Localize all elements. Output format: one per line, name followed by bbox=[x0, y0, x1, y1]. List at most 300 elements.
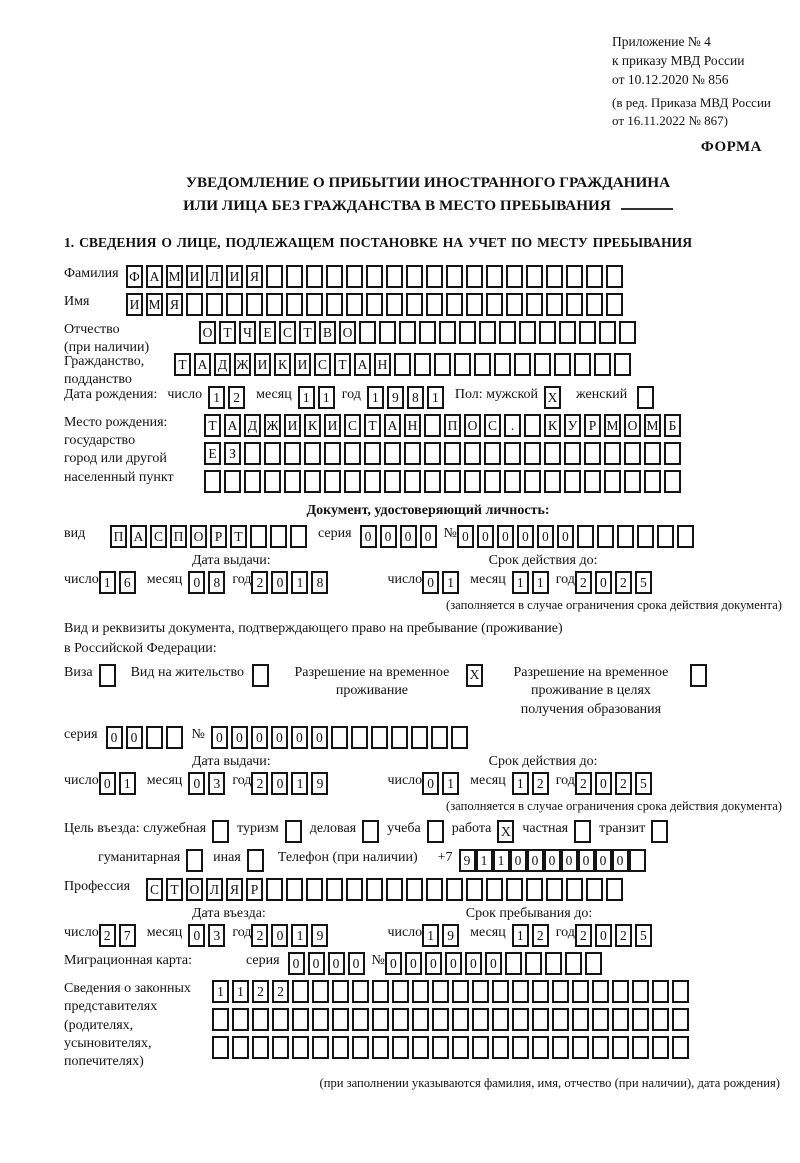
char-cell[interactable] bbox=[384, 470, 401, 493]
char-cell[interactable] bbox=[270, 525, 287, 548]
char-cell[interactable]: Н bbox=[374, 353, 391, 376]
char-cell[interactable]: 0 bbox=[385, 952, 402, 975]
stay-day-input[interactable] bbox=[422, 924, 462, 947]
char-cell[interactable] bbox=[406, 878, 423, 901]
char-cell[interactable] bbox=[426, 878, 443, 901]
char-cell[interactable] bbox=[186, 293, 203, 316]
char-cell[interactable]: 2 bbox=[251, 571, 268, 594]
char-cell[interactable]: 9 bbox=[459, 849, 476, 872]
char-cell[interactable]: 0 bbox=[380, 525, 397, 548]
gender-male-checkbox[interactable]: X bbox=[544, 386, 561, 409]
char-cell[interactable]: 0 bbox=[126, 726, 143, 749]
char-cell[interactable] bbox=[232, 1008, 249, 1031]
permit-number-input[interactable] bbox=[211, 726, 471, 749]
char-cell[interactable] bbox=[244, 470, 261, 493]
char-cell[interactable] bbox=[604, 442, 621, 465]
char-cell[interactable]: 1 bbox=[208, 386, 225, 409]
char-cell[interactable] bbox=[484, 470, 501, 493]
char-cell[interactable]: Е bbox=[204, 442, 221, 465]
char-cell[interactable] bbox=[586, 293, 603, 316]
id-issue-year-input[interactable] bbox=[251, 571, 331, 594]
char-cell[interactable] bbox=[566, 265, 583, 288]
char-cell[interactable]: 2 bbox=[252, 980, 269, 1003]
char-cell[interactable]: 0 bbox=[288, 952, 305, 975]
char-cell[interactable] bbox=[286, 293, 303, 316]
char-cell[interactable] bbox=[446, 293, 463, 316]
char-cell[interactable]: 5 bbox=[635, 571, 652, 594]
char-cell[interactable] bbox=[572, 1036, 589, 1059]
char-cell[interactable] bbox=[424, 442, 441, 465]
purpose-tourism-checkbox[interactable] bbox=[285, 820, 302, 843]
char-cell[interactable] bbox=[424, 414, 441, 437]
id-valid-month-input[interactable] bbox=[512, 571, 552, 594]
char-cell[interactable]: О bbox=[464, 414, 481, 437]
char-cell[interactable] bbox=[624, 470, 641, 493]
char-cell[interactable] bbox=[352, 1036, 369, 1059]
char-cell[interactable] bbox=[532, 1036, 549, 1059]
char-cell[interactable] bbox=[592, 1036, 609, 1059]
char-cell[interactable] bbox=[384, 442, 401, 465]
char-cell[interactable] bbox=[312, 1008, 329, 1031]
char-cell[interactable]: Т bbox=[230, 525, 247, 548]
char-cell[interactable]: 1 bbox=[298, 386, 315, 409]
char-cell[interactable]: 8 bbox=[311, 571, 328, 594]
char-cell[interactable]: О bbox=[624, 414, 641, 437]
char-cell[interactable] bbox=[411, 726, 428, 749]
char-cell[interactable]: 2 bbox=[251, 772, 268, 795]
patronymic-input[interactable] bbox=[199, 321, 639, 344]
char-cell[interactable]: 0 bbox=[188, 772, 205, 795]
char-cell[interactable]: И bbox=[294, 353, 311, 376]
char-cell[interactable] bbox=[284, 470, 301, 493]
char-cell[interactable] bbox=[332, 980, 349, 1003]
char-cell[interactable] bbox=[344, 442, 361, 465]
char-cell[interactable]: О bbox=[190, 525, 207, 548]
char-cell[interactable]: 2 bbox=[615, 772, 632, 795]
surname-input[interactable] bbox=[126, 265, 626, 288]
char-cell[interactable]: П bbox=[444, 414, 461, 437]
char-cell[interactable] bbox=[446, 265, 463, 288]
char-cell[interactable] bbox=[146, 726, 163, 749]
char-cell[interactable] bbox=[466, 293, 483, 316]
migcard-series-input[interactable] bbox=[288, 952, 368, 975]
char-cell[interactable]: А bbox=[384, 414, 401, 437]
char-cell[interactable] bbox=[472, 980, 489, 1003]
char-cell[interactable]: 0 bbox=[612, 849, 629, 872]
char-cell[interactable] bbox=[372, 1036, 389, 1059]
permit-valid-year-input[interactable] bbox=[575, 772, 655, 795]
char-cell[interactable] bbox=[412, 1008, 429, 1031]
char-cell[interactable] bbox=[250, 525, 267, 548]
char-cell[interactable]: 0 bbox=[271, 726, 288, 749]
char-cell[interactable]: 1 bbox=[318, 386, 335, 409]
representatives-input-row2[interactable] bbox=[212, 1008, 692, 1031]
char-cell[interactable] bbox=[506, 293, 523, 316]
char-cell[interactable]: 0 bbox=[457, 525, 474, 548]
char-cell[interactable]: Е bbox=[259, 321, 276, 344]
char-cell[interactable] bbox=[406, 265, 423, 288]
char-cell[interactable] bbox=[584, 470, 601, 493]
char-cell[interactable] bbox=[292, 1036, 309, 1059]
char-cell[interactable]: 2 bbox=[615, 924, 632, 947]
char-cell[interactable] bbox=[252, 1036, 269, 1059]
char-cell[interactable]: Т bbox=[204, 414, 221, 437]
char-cell[interactable]: А bbox=[194, 353, 211, 376]
char-cell[interactable]: 0 bbox=[405, 952, 422, 975]
char-cell[interactable] bbox=[512, 1036, 529, 1059]
char-cell[interactable]: Ж bbox=[234, 353, 251, 376]
char-cell[interactable]: 0 bbox=[595, 849, 612, 872]
char-cell[interactable] bbox=[514, 353, 531, 376]
char-cell[interactable] bbox=[304, 470, 321, 493]
char-cell[interactable]: М bbox=[644, 414, 661, 437]
char-cell[interactable]: 0 bbox=[422, 772, 439, 795]
char-cell[interactable]: О bbox=[199, 321, 216, 344]
char-cell[interactable]: М bbox=[146, 293, 163, 316]
char-cell[interactable]: И bbox=[126, 293, 143, 316]
char-cell[interactable] bbox=[424, 470, 441, 493]
char-cell[interactable] bbox=[359, 321, 376, 344]
stay-month-input[interactable] bbox=[512, 924, 552, 947]
char-cell[interactable] bbox=[472, 1036, 489, 1059]
char-cell[interactable]: 0 bbox=[188, 571, 205, 594]
char-cell[interactable] bbox=[452, 1036, 469, 1059]
char-cell[interactable] bbox=[592, 980, 609, 1003]
char-cell[interactable] bbox=[439, 321, 456, 344]
doc-series-input[interactable] bbox=[360, 525, 440, 548]
char-cell[interactable] bbox=[372, 1008, 389, 1031]
char-cell[interactable]: 0 bbox=[561, 849, 578, 872]
char-cell[interactable] bbox=[572, 980, 589, 1003]
char-cell[interactable] bbox=[524, 414, 541, 437]
char-cell[interactable] bbox=[284, 442, 301, 465]
char-cell[interactable] bbox=[419, 321, 436, 344]
stay-year-input[interactable] bbox=[575, 924, 655, 947]
char-cell[interactable] bbox=[484, 442, 501, 465]
char-cell[interactable]: 0 bbox=[527, 849, 544, 872]
char-cell[interactable]: 2 bbox=[272, 980, 289, 1003]
char-cell[interactable] bbox=[426, 293, 443, 316]
char-cell[interactable]: 2 bbox=[575, 772, 592, 795]
purpose-work-checkbox[interactable]: X bbox=[497, 820, 514, 843]
char-cell[interactable]: 5 bbox=[635, 924, 652, 947]
char-cell[interactable] bbox=[244, 442, 261, 465]
char-cell[interactable] bbox=[632, 1008, 649, 1031]
char-cell[interactable]: 0 bbox=[271, 772, 288, 795]
char-cell[interactable]: Н bbox=[404, 414, 421, 437]
char-cell[interactable] bbox=[564, 470, 581, 493]
char-cell[interactable] bbox=[364, 470, 381, 493]
char-cell[interactable] bbox=[585, 952, 602, 975]
char-cell[interactable] bbox=[526, 265, 543, 288]
char-cell[interactable] bbox=[226, 293, 243, 316]
char-cell[interactable] bbox=[452, 1008, 469, 1031]
char-cell[interactable]: Ч bbox=[239, 321, 256, 344]
char-cell[interactable] bbox=[444, 470, 461, 493]
char-cell[interactable]: 1 bbox=[291, 571, 308, 594]
char-cell[interactable]: Т bbox=[364, 414, 381, 437]
char-cell[interactable]: 0 bbox=[348, 952, 365, 975]
char-cell[interactable] bbox=[619, 321, 636, 344]
char-cell[interactable] bbox=[552, 1036, 569, 1059]
birth-day-input[interactable] bbox=[208, 386, 248, 409]
char-cell[interactable] bbox=[586, 878, 603, 901]
permit-issue-year-input[interactable] bbox=[251, 772, 331, 795]
char-cell[interactable]: 0 bbox=[188, 924, 205, 947]
char-cell[interactable]: 1 bbox=[532, 571, 549, 594]
representatives-input-row1[interactable] bbox=[212, 980, 692, 1003]
char-cell[interactable] bbox=[637, 525, 654, 548]
char-cell[interactable] bbox=[312, 1036, 329, 1059]
char-cell[interactable]: 0 bbox=[497, 525, 514, 548]
char-cell[interactable] bbox=[652, 980, 669, 1003]
char-cell[interactable]: 0 bbox=[311, 726, 328, 749]
id-issue-day-input[interactable] bbox=[99, 571, 139, 594]
char-cell[interactable] bbox=[546, 265, 563, 288]
permit-valid-month-input[interactable] bbox=[512, 772, 552, 795]
char-cell[interactable] bbox=[434, 353, 451, 376]
char-cell[interactable] bbox=[504, 470, 521, 493]
char-cell[interactable] bbox=[266, 265, 283, 288]
char-cell[interactable] bbox=[379, 321, 396, 344]
char-cell[interactable] bbox=[304, 442, 321, 465]
char-cell[interactable] bbox=[644, 442, 661, 465]
char-cell[interactable] bbox=[672, 1008, 689, 1031]
char-cell[interactable] bbox=[352, 1008, 369, 1031]
char-cell[interactable] bbox=[446, 878, 463, 901]
char-cell[interactable]: 1 bbox=[512, 924, 529, 947]
char-cell[interactable] bbox=[606, 878, 623, 901]
char-cell[interactable] bbox=[272, 1036, 289, 1059]
char-cell[interactable]: С bbox=[146, 878, 163, 901]
char-cell[interactable] bbox=[525, 952, 542, 975]
char-cell[interactable] bbox=[546, 293, 563, 316]
char-cell[interactable] bbox=[212, 1008, 229, 1031]
char-cell[interactable]: Т bbox=[299, 321, 316, 344]
entry-month-input[interactable] bbox=[188, 924, 228, 947]
char-cell[interactable]: М bbox=[604, 414, 621, 437]
char-cell[interactable] bbox=[652, 1008, 669, 1031]
char-cell[interactable] bbox=[657, 525, 674, 548]
temp-residence-education-checkbox[interactable] bbox=[690, 664, 707, 687]
char-cell[interactable]: Л bbox=[206, 878, 223, 901]
char-cell[interactable] bbox=[306, 293, 323, 316]
char-cell[interactable] bbox=[432, 980, 449, 1003]
char-cell[interactable]: 0 bbox=[328, 952, 345, 975]
char-cell[interactable] bbox=[386, 878, 403, 901]
char-cell[interactable]: Я bbox=[166, 293, 183, 316]
char-cell[interactable] bbox=[599, 321, 616, 344]
char-cell[interactable]: С bbox=[279, 321, 296, 344]
char-cell[interactable] bbox=[324, 442, 341, 465]
char-cell[interactable]: 8 bbox=[208, 571, 225, 594]
char-cell[interactable]: С bbox=[344, 414, 361, 437]
char-cell[interactable]: Т bbox=[166, 878, 183, 901]
visa-checkbox[interactable] bbox=[99, 664, 116, 687]
char-cell[interactable]: 0 bbox=[477, 525, 494, 548]
char-cell[interactable]: 0 bbox=[360, 525, 377, 548]
char-cell[interactable]: Ф bbox=[126, 265, 143, 288]
char-cell[interactable] bbox=[306, 878, 323, 901]
char-cell[interactable]: 1 bbox=[442, 772, 459, 795]
char-cell[interactable]: К bbox=[544, 414, 561, 437]
char-cell[interactable] bbox=[312, 980, 329, 1003]
char-cell[interactable]: А bbox=[130, 525, 147, 548]
migcard-number-input[interactable] bbox=[385, 952, 605, 975]
char-cell[interactable] bbox=[492, 1008, 509, 1031]
char-cell[interactable]: 0 bbox=[510, 849, 527, 872]
char-cell[interactable]: П bbox=[110, 525, 127, 548]
char-cell[interactable] bbox=[326, 265, 343, 288]
char-cell[interactable] bbox=[372, 980, 389, 1003]
char-cell[interactable] bbox=[204, 470, 221, 493]
char-cell[interactable]: Р bbox=[584, 414, 601, 437]
char-cell[interactable] bbox=[564, 442, 581, 465]
char-cell[interactable] bbox=[166, 726, 183, 749]
char-cell[interactable] bbox=[290, 525, 307, 548]
char-cell[interactable]: И bbox=[284, 414, 301, 437]
char-cell[interactable] bbox=[452, 980, 469, 1003]
char-cell[interactable] bbox=[224, 470, 241, 493]
char-cell[interactable] bbox=[212, 1036, 229, 1059]
char-cell[interactable] bbox=[386, 265, 403, 288]
char-cell[interactable]: К bbox=[304, 414, 321, 437]
char-cell[interactable] bbox=[672, 980, 689, 1003]
char-cell[interactable]: С bbox=[484, 414, 501, 437]
char-cell[interactable]: 0 bbox=[271, 924, 288, 947]
char-cell[interactable]: 0 bbox=[422, 571, 439, 594]
char-cell[interactable]: 2 bbox=[575, 924, 592, 947]
char-cell[interactable]: Я bbox=[226, 878, 243, 901]
char-cell[interactable] bbox=[472, 1008, 489, 1031]
char-cell[interactable] bbox=[524, 442, 541, 465]
char-cell[interactable] bbox=[266, 293, 283, 316]
birthplace-input-row2[interactable] bbox=[204, 442, 684, 465]
id-valid-year-input[interactable] bbox=[575, 571, 655, 594]
char-cell[interactable] bbox=[584, 442, 601, 465]
char-cell[interactable] bbox=[606, 293, 623, 316]
char-cell[interactable]: 2 bbox=[615, 571, 632, 594]
char-cell[interactable] bbox=[346, 293, 363, 316]
char-cell[interactable]: О bbox=[186, 878, 203, 901]
char-cell[interactable] bbox=[272, 1008, 289, 1031]
permit-series-input[interactable] bbox=[106, 726, 186, 749]
char-cell[interactable]: А bbox=[224, 414, 241, 437]
char-cell[interactable] bbox=[632, 980, 649, 1003]
char-cell[interactable] bbox=[386, 293, 403, 316]
char-cell[interactable]: И bbox=[186, 265, 203, 288]
char-cell[interactable]: М bbox=[166, 265, 183, 288]
char-cell[interactable] bbox=[526, 878, 543, 901]
given-name-input[interactable] bbox=[126, 293, 626, 316]
char-cell[interactable] bbox=[612, 1008, 629, 1031]
id-valid-day-input[interactable] bbox=[422, 571, 462, 594]
char-cell[interactable]: И bbox=[254, 353, 271, 376]
char-cell[interactable] bbox=[306, 265, 323, 288]
char-cell[interactable] bbox=[664, 470, 681, 493]
char-cell[interactable]: 1 bbox=[427, 386, 444, 409]
char-cell[interactable]: П bbox=[170, 525, 187, 548]
char-cell[interactable] bbox=[572, 1008, 589, 1031]
char-cell[interactable] bbox=[426, 265, 443, 288]
char-cell[interactable] bbox=[464, 470, 481, 493]
char-cell[interactable] bbox=[286, 878, 303, 901]
char-cell[interactable] bbox=[352, 980, 369, 1003]
char-cell[interactable]: 0 bbox=[420, 525, 437, 548]
char-cell[interactable]: Р bbox=[210, 525, 227, 548]
permit-valid-day-input[interactable] bbox=[422, 772, 462, 795]
char-cell[interactable] bbox=[406, 293, 423, 316]
char-cell[interactable]: 1 bbox=[442, 571, 459, 594]
char-cell[interactable]: 9 bbox=[311, 772, 328, 795]
char-cell[interactable] bbox=[399, 321, 416, 344]
char-cell[interactable] bbox=[546, 878, 563, 901]
char-cell[interactable] bbox=[246, 293, 263, 316]
char-cell[interactable]: 3 bbox=[208, 772, 225, 795]
char-cell[interactable]: А bbox=[146, 265, 163, 288]
char-cell[interactable] bbox=[332, 1008, 349, 1031]
char-cell[interactable]: 0 bbox=[106, 726, 123, 749]
char-cell[interactable] bbox=[566, 878, 583, 901]
residence-permit-checkbox[interactable] bbox=[252, 664, 269, 687]
char-cell[interactable] bbox=[532, 980, 549, 1003]
char-cell[interactable]: 1 bbox=[367, 386, 384, 409]
char-cell[interactable] bbox=[606, 265, 623, 288]
char-cell[interactable] bbox=[346, 878, 363, 901]
char-cell[interactable] bbox=[545, 952, 562, 975]
char-cell[interactable]: . bbox=[504, 414, 521, 437]
char-cell[interactable]: 0 bbox=[231, 726, 248, 749]
char-cell[interactable] bbox=[629, 849, 646, 872]
char-cell[interactable] bbox=[612, 980, 629, 1003]
citizenship-input[interactable] bbox=[174, 353, 634, 376]
char-cell[interactable] bbox=[232, 1036, 249, 1059]
char-cell[interactable]: 6 bbox=[119, 571, 136, 594]
char-cell[interactable] bbox=[454, 353, 471, 376]
char-cell[interactable]: 2 bbox=[532, 924, 549, 947]
char-cell[interactable] bbox=[332, 1036, 349, 1059]
id-issue-month-input[interactable] bbox=[188, 571, 228, 594]
birth-month-input[interactable] bbox=[298, 386, 338, 409]
char-cell[interactable]: 1 bbox=[493, 849, 510, 872]
char-cell[interactable] bbox=[364, 442, 381, 465]
char-cell[interactable] bbox=[672, 1036, 689, 1059]
char-cell[interactable] bbox=[286, 265, 303, 288]
char-cell[interactable] bbox=[264, 470, 281, 493]
char-cell[interactable]: 0 bbox=[595, 924, 612, 947]
char-cell[interactable] bbox=[459, 321, 476, 344]
char-cell[interactable] bbox=[519, 321, 536, 344]
char-cell[interactable] bbox=[652, 1036, 669, 1059]
char-cell[interactable] bbox=[292, 1008, 309, 1031]
char-cell[interactable] bbox=[554, 353, 571, 376]
char-cell[interactable]: 1 bbox=[291, 924, 308, 947]
char-cell[interactable]: 7 bbox=[119, 924, 136, 947]
char-cell[interactable] bbox=[574, 353, 591, 376]
char-cell[interactable]: 2 bbox=[251, 924, 268, 947]
char-cell[interactable] bbox=[604, 470, 621, 493]
char-cell[interactable]: 1 bbox=[99, 571, 116, 594]
char-cell[interactable] bbox=[565, 952, 582, 975]
char-cell[interactable] bbox=[392, 1008, 409, 1031]
char-cell[interactable]: О bbox=[339, 321, 356, 344]
profession-input[interactable] bbox=[146, 878, 626, 901]
birthplace-input-row1[interactable] bbox=[204, 414, 684, 437]
purpose-humanitarian-checkbox[interactable] bbox=[186, 849, 203, 872]
char-cell[interactable] bbox=[414, 353, 431, 376]
char-cell[interactable] bbox=[524, 470, 541, 493]
char-cell[interactable] bbox=[371, 726, 388, 749]
